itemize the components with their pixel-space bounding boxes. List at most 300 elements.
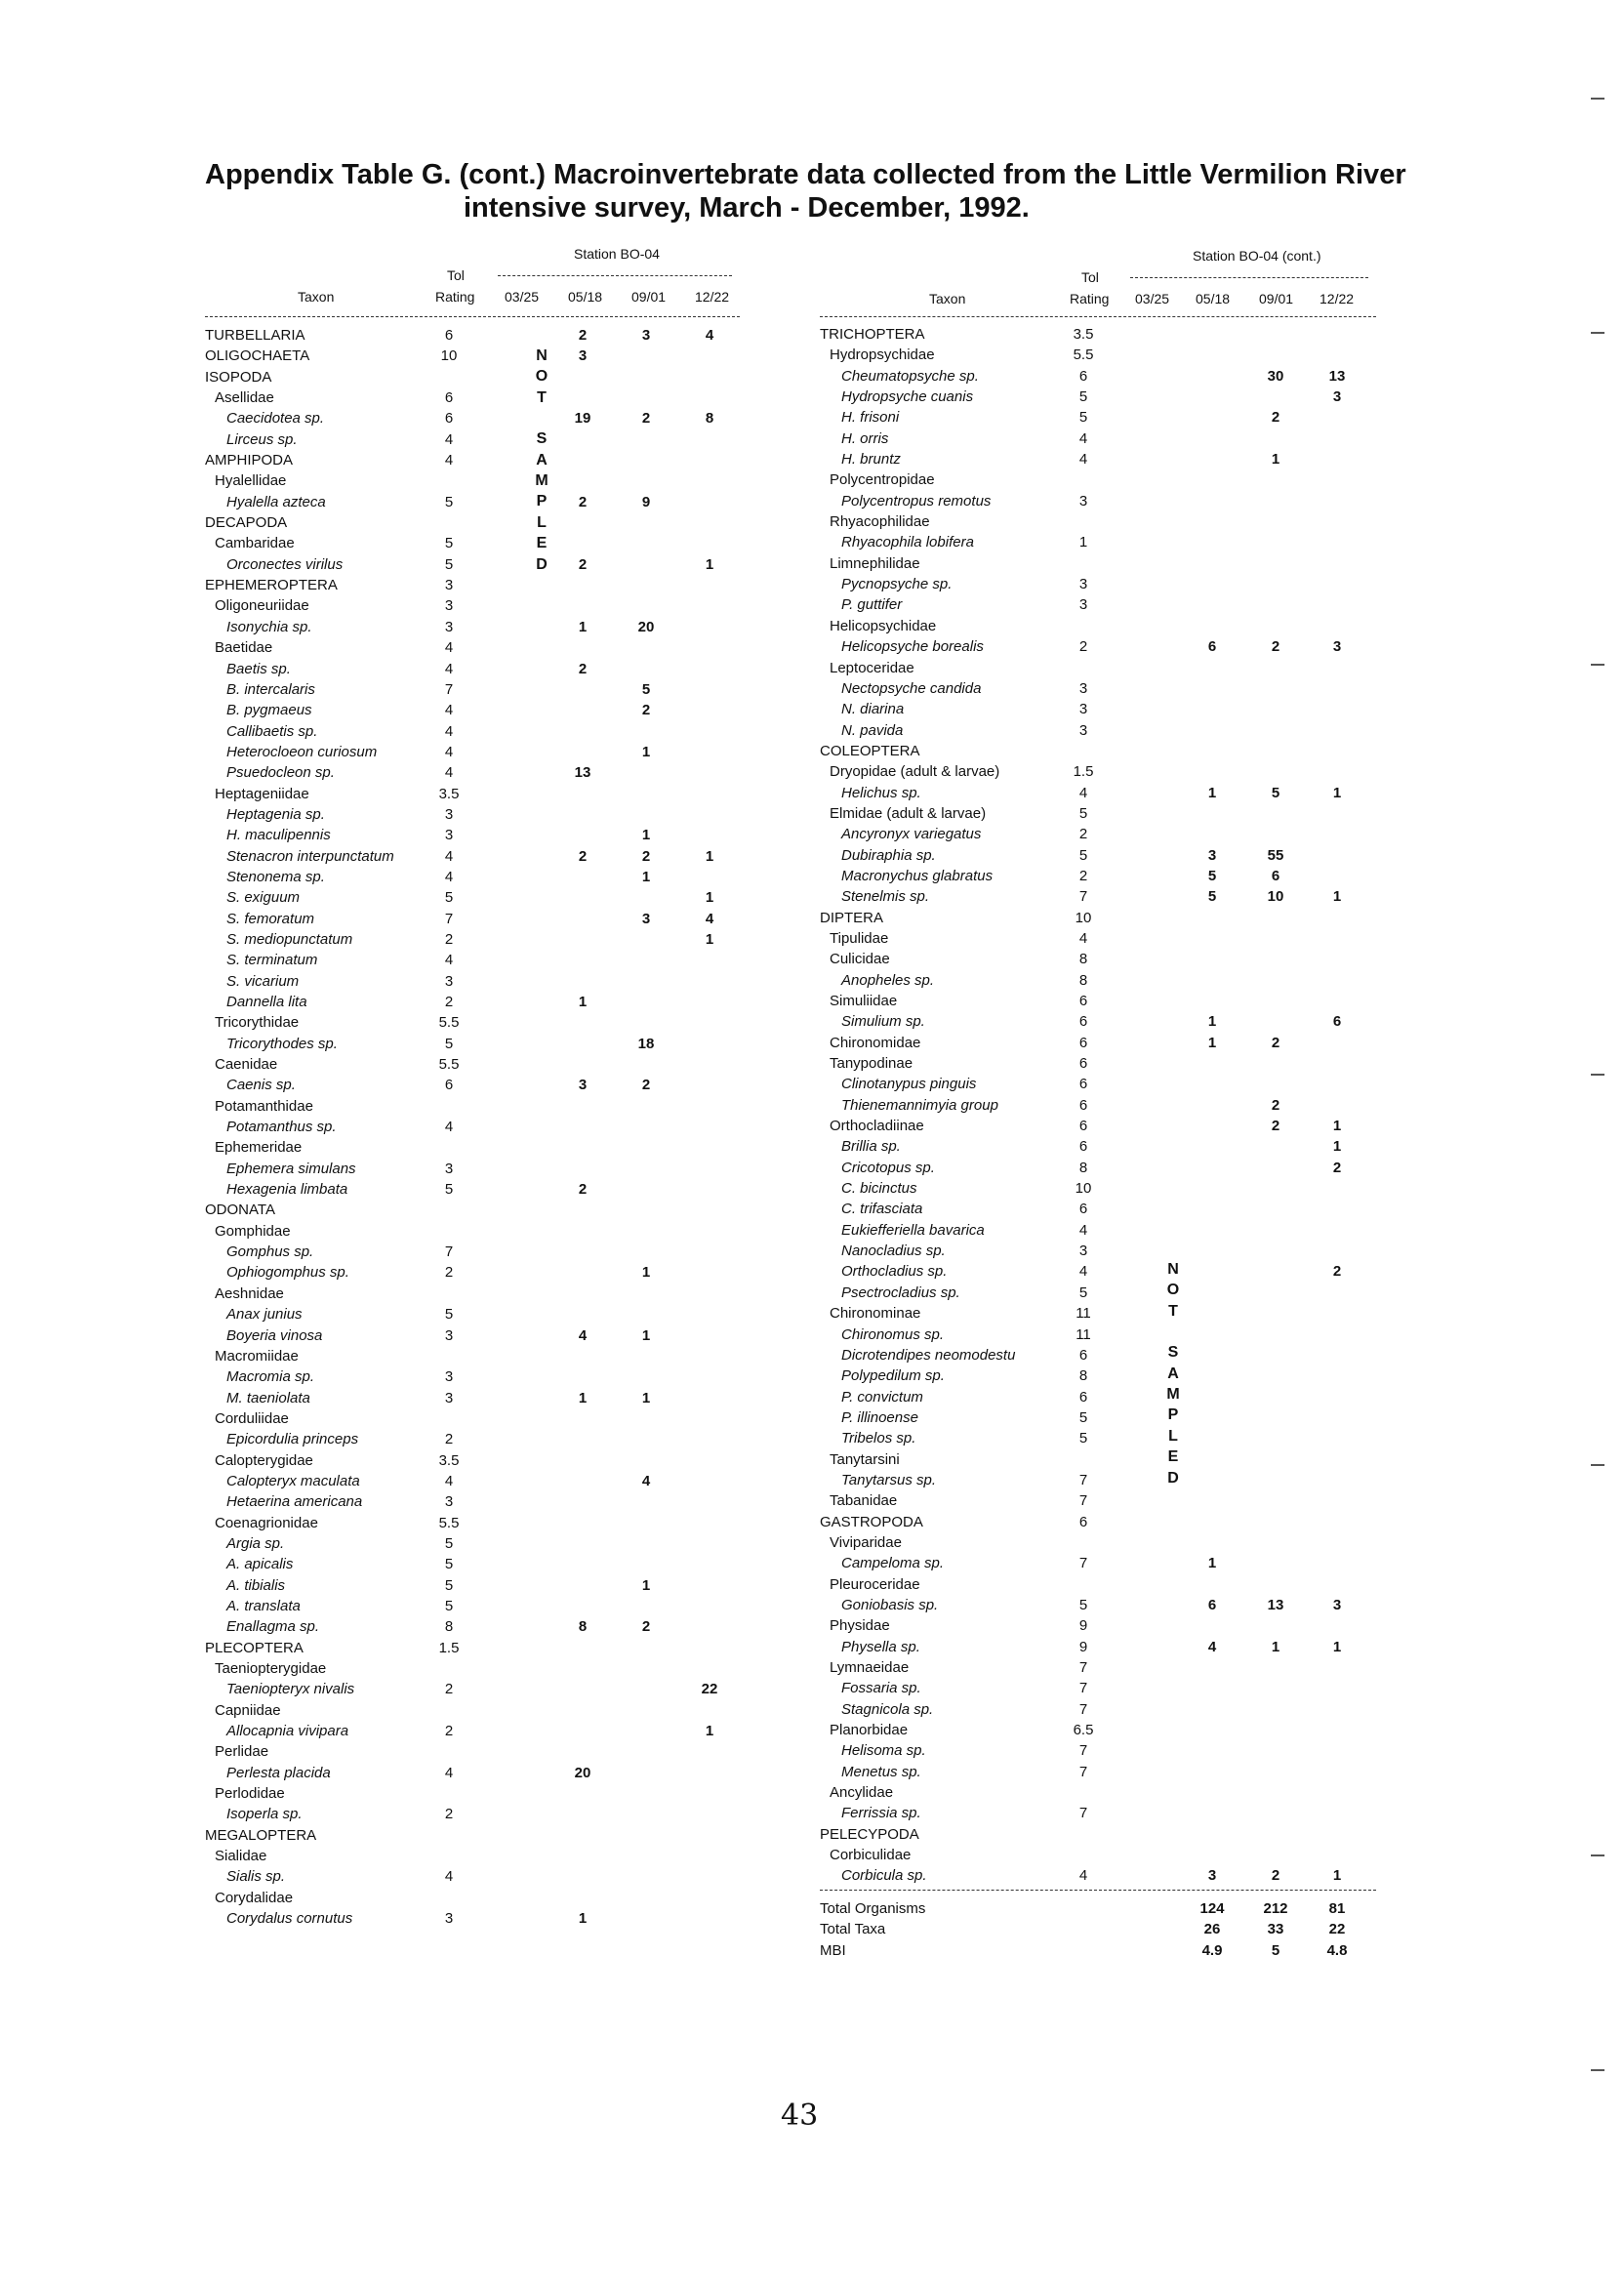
table-row: [820, 1615, 1386, 1636]
taxon-name: Macromiidae: [215, 1347, 299, 1365]
taxon-name: Cambaridae: [215, 535, 295, 552]
table-row: [820, 886, 1386, 907]
taxon-name: Helichus sp.: [841, 784, 921, 801]
tolerance-rating: 5: [444, 1534, 454, 1552]
taxon-name: OLIGOCHAETA: [205, 347, 310, 365]
table-row: [205, 742, 751, 762]
not-sampled-letter: N: [536, 347, 548, 364]
title-line-2: intensive survey, March - December, 1992.: [464, 192, 1030, 224]
tolerance-rating: 5.5: [438, 1514, 460, 1531]
taxon-name: Corydalidae: [215, 1889, 294, 1906]
taxon-name: PELECYPODA: [820, 1825, 919, 1843]
margin-mark: [1591, 332, 1604, 334]
taxon-name: Asellidae: [215, 389, 274, 407]
table-row: [820, 1261, 1386, 1282]
table-row: [205, 867, 751, 887]
table-row: [820, 491, 1386, 511]
tolerance-rating: 5: [444, 1597, 454, 1614]
taxon-name: Rhyacophila lobifera: [841, 534, 974, 551]
count-cell: 2: [578, 1181, 588, 1199]
tolerance-rating: 10: [1075, 909, 1092, 926]
taxon-name: Hydropsyche cuanis: [841, 388, 974, 406]
tolerance-rating: 6: [1078, 367, 1088, 385]
taxon-name: Pleuroceridae: [830, 1575, 920, 1593]
table-row: [205, 1888, 751, 1908]
count-cell: 1: [641, 1576, 651, 1594]
count-cell: 5: [641, 680, 651, 698]
taxon-name: Coenagrionidae: [215, 1514, 318, 1531]
tolerance-rating: 7: [1078, 1659, 1088, 1676]
table-row: [205, 1658, 751, 1679]
taxon-name: P. illinoense: [841, 1408, 918, 1426]
table-row: [820, 970, 1386, 991]
count-cell: 1: [578, 1910, 588, 1928]
table-row: [205, 679, 751, 700]
tolerance-rating: 4: [444, 952, 454, 969]
count-cell: 10: [1267, 888, 1284, 906]
tolerance-rating: 4: [444, 1868, 454, 1886]
taxon-name: Limnephilidae: [830, 554, 920, 572]
table-row: [205, 325, 751, 346]
taxon-name: Corbicula sp.: [841, 1867, 927, 1885]
table-row: [820, 1678, 1386, 1698]
not-sampled-letter: L: [1168, 1427, 1178, 1445]
tolerance-rating: 5: [1078, 804, 1088, 822]
taxon-name: Cricotopus sp.: [841, 1159, 935, 1176]
taxon-name: Ferrissia sp.: [841, 1805, 921, 1822]
table-row: [820, 616, 1386, 636]
station-underline: [498, 275, 732, 276]
tolerance-rating: 8: [1078, 951, 1088, 968]
tolerance-rating: 4: [444, 868, 454, 885]
table-row: [205, 1429, 751, 1449]
table-row: [205, 762, 751, 783]
left-rows: [205, 325, 751, 1929]
taxon-name: Simuliidae: [830, 993, 898, 1009]
count-cell: 1: [705, 555, 714, 573]
table-row: [205, 1554, 751, 1574]
taxon-name: Baetidae: [215, 639, 273, 657]
margin-mark: [1591, 1464, 1604, 1466]
taxon-name: Tanytarsus sp.: [841, 1471, 936, 1488]
not-sampled-letter: P: [536, 493, 548, 510]
taxon-name: Ophiogomphus sp.: [226, 1264, 349, 1282]
count-cell: 4: [705, 910, 714, 927]
tolerance-rating: 5.5: [1073, 346, 1094, 364]
table-row: [820, 741, 1386, 761]
taxon-name: Nectopsyche candida: [841, 679, 982, 697]
table-row: [820, 1657, 1386, 1678]
tolerance-rating: 3: [1078, 596, 1088, 614]
tolerance-rating: 3: [444, 805, 454, 823]
not-sampled-letter: A: [1167, 1365, 1179, 1382]
taxon-name: Orconectes virilus: [226, 555, 344, 573]
table-row: [205, 1012, 751, 1033]
tolerance-rating: 3: [1078, 576, 1088, 593]
table-row: [820, 1762, 1386, 1782]
table-row: [820, 866, 1386, 886]
margin-mark: [1591, 1074, 1604, 1076]
table-row: [205, 1721, 751, 1741]
taxon-name: A. translata: [226, 1597, 301, 1614]
table-row: [820, 1324, 1386, 1345]
taxon-name: B. pygmaeus: [226, 702, 312, 719]
tolerance-rating: 6: [1078, 1201, 1088, 1218]
col-date: 09/01: [631, 289, 667, 305]
tolerance-rating: 6: [1078, 1076, 1088, 1093]
table-row: [205, 1804, 751, 1824]
table-row: [820, 928, 1386, 949]
taxon-name: Isonychia sp.: [226, 618, 312, 635]
not-sampled-letter: M: [535, 472, 548, 490]
taxon-name: Dubiraphia sp.: [841, 846, 936, 864]
taxon-name: Sialidae: [215, 1848, 267, 1865]
taxon-name: Aeshnidae: [215, 1284, 284, 1302]
tolerance-rating: 7: [1078, 1555, 1088, 1572]
table-row: [820, 1365, 1386, 1386]
taxon-name: Corydalus cornutus: [226, 1910, 353, 1928]
taxon-name: H. maculipennis: [226, 827, 331, 844]
tolerance-rating: 11: [1076, 1305, 1091, 1323]
tolerance-rating: 3: [1078, 1243, 1088, 1260]
taxon-name: Tricorythidae: [215, 1014, 300, 1032]
tolerance-rating: 3: [444, 972, 454, 990]
taxon-name: Polypedilum sp.: [841, 1367, 945, 1385]
margin-mark: [1591, 1854, 1604, 1856]
count-cell: 5: [1271, 1941, 1280, 1959]
count-cell: 1: [1207, 784, 1217, 801]
count-cell: 124: [1199, 1900, 1225, 1917]
tolerance-rating: 2: [444, 1806, 454, 1823]
taxon-name: C. trifasciata: [841, 1201, 923, 1218]
table-row: [205, 700, 751, 720]
table-row: [820, 1283, 1386, 1303]
count-cell: 1: [1332, 784, 1342, 801]
taxon-name: Boyeria vinosa: [226, 1326, 323, 1344]
taxon-name: Corduliidae: [215, 1409, 289, 1427]
taxon-name: Dicrotendipes neomodestu: [841, 1346, 1016, 1364]
table-row: [205, 1700, 751, 1721]
table-row: [820, 407, 1386, 428]
table-row: [205, 1366, 751, 1387]
table-row: [205, 721, 751, 742]
table-row: [205, 1866, 751, 1887]
table-row: [205, 659, 751, 679]
table-row: [205, 1533, 751, 1554]
table-row: [205, 825, 751, 845]
taxon-name: Orthocladius sp.: [841, 1263, 948, 1281]
station-header: Station BO-04: [574, 246, 660, 262]
tolerance-rating: 5: [1078, 1284, 1088, 1301]
table-row: [205, 367, 751, 387]
col-rating: Rating: [1070, 291, 1110, 306]
count-cell: 1: [641, 827, 651, 844]
tolerance-rating: 5: [444, 555, 454, 573]
count-cell: 2: [641, 1618, 651, 1636]
table-row: [205, 1846, 751, 1866]
table-row: [205, 1388, 751, 1408]
margin-mark: [1591, 664, 1604, 666]
taxon-name: Stenonema sp.: [226, 868, 325, 885]
count-cell: 33: [1267, 1921, 1284, 1938]
count-cell: 1: [641, 1326, 651, 1344]
col-date: 12/22: [1320, 291, 1355, 306]
table-row: [820, 511, 1386, 532]
table-row: [820, 366, 1386, 387]
taxon-name: Tricorythodes sp.: [226, 1035, 338, 1052]
taxon-name: Cheumatopsyche sp.: [841, 367, 979, 385]
taxon-name: N. diarina: [841, 701, 905, 718]
taxon-name: Nanocladius sp.: [841, 1243, 946, 1260]
tolerance-rating: 2: [444, 1681, 454, 1698]
count-cell: 2: [1271, 1034, 1280, 1051]
not-sampled-letter: M: [1166, 1386, 1180, 1404]
taxon-name: A. apicalis: [226, 1556, 294, 1573]
taxon-name: Enallagma sp.: [226, 1618, 320, 1636]
tolerance-rating: 6: [444, 410, 454, 428]
count-cell: 2: [1271, 638, 1280, 656]
table-row: [820, 1898, 1386, 1919]
tolerance-rating: 2: [444, 1264, 454, 1282]
tolerance-rating: 4: [1078, 784, 1088, 801]
taxon-name: Total Taxa: [820, 1921, 886, 1938]
count-cell: 4: [1207, 1638, 1217, 1655]
taxon-name: Helisoma sp.: [841, 1742, 926, 1760]
table-row: [820, 1074, 1386, 1094]
table-row: [205, 1179, 751, 1200]
right-table-header: [820, 242, 1386, 322]
taxon-name: C. bicinctus: [841, 1180, 917, 1198]
table-row: [205, 408, 751, 428]
table-row: [820, 1532, 1386, 1553]
taxon-name: Chironomus sp.: [841, 1325, 945, 1343]
taxon-name: TURBELLARIA: [205, 327, 305, 344]
table-row: [820, 553, 1386, 574]
taxon-name: Viviparidae: [830, 1533, 902, 1551]
taxon-name: Capniidae: [215, 1701, 281, 1719]
taxon-name: Calopteryx maculata: [226, 1472, 360, 1489]
not-sampled-letter: D: [536, 555, 548, 573]
table-row: [205, 1304, 751, 1324]
table-row: [820, 678, 1386, 699]
table-row: [205, 1325, 751, 1346]
taxon-name: Heptagenia sp.: [226, 805, 325, 823]
count-cell: 1: [705, 847, 714, 865]
tolerance-rating: 6: [1078, 1034, 1088, 1051]
table-row: [205, 1491, 751, 1512]
tolerance-rating: 3: [444, 827, 454, 844]
count-cell: 1: [1332, 1118, 1342, 1135]
table-row: [820, 761, 1386, 782]
table-row: [820, 1940, 1386, 1961]
count-cell: 5: [1271, 784, 1280, 801]
tolerance-rating: 4: [1078, 1221, 1088, 1239]
tolerance-rating: 3: [444, 1389, 454, 1406]
table-row: [820, 449, 1386, 469]
tolerance-rating: 10: [1075, 1180, 1092, 1198]
tolerance-rating: 7: [444, 680, 454, 698]
table-row: [205, 1825, 751, 1846]
not-sampled-letter: S: [1167, 1344, 1179, 1362]
taxon-name: Orthocladiinae: [830, 1118, 924, 1135]
taxon-name: Potamanthidae: [215, 1097, 313, 1115]
tolerance-rating: 3.5: [1073, 326, 1094, 343]
table-row: [820, 1428, 1386, 1448]
taxon-name: Tribelos sp.: [841, 1430, 916, 1447]
table-row: [820, 345, 1386, 365]
count-cell: 2: [578, 555, 588, 573]
tolerance-rating: 6: [1078, 1388, 1088, 1406]
taxon-name: EPHEMEROPTERA: [205, 577, 338, 594]
taxon-name: Goniobasis sp.: [841, 1596, 939, 1613]
tolerance-rating: 4: [1078, 429, 1088, 447]
taxon-name: Thienemannimyia group: [841, 1096, 998, 1114]
taxon-name: Anopheles sp.: [841, 971, 935, 989]
tolerance-rating: 3: [444, 1910, 454, 1928]
table-row: [205, 492, 751, 512]
taxon-name: Heptageniidae: [215, 785, 309, 802]
table-row: [820, 1553, 1386, 1573]
taxon-name: Helicopsyche borealis: [841, 638, 984, 656]
taxon-name: Fossaria sp.: [841, 1680, 921, 1697]
col-tol: Tol: [447, 267, 465, 283]
table-row: [205, 1575, 751, 1596]
table-row: [205, 1221, 751, 1242]
table-row: [205, 1679, 751, 1699]
count-cell: 1: [1207, 1013, 1217, 1031]
table-row: [820, 1740, 1386, 1761]
table-row: [820, 1845, 1386, 1865]
table-row: [820, 1490, 1386, 1511]
count-cell: 3: [1332, 638, 1342, 656]
tolerance-rating: 2: [444, 930, 454, 948]
count-cell: 1: [1332, 1867, 1342, 1885]
table-row: [205, 637, 751, 658]
table-row: [820, 1574, 1386, 1595]
not-sampled-letter: O: [535, 368, 548, 386]
not-sampled-letter: T: [1168, 1302, 1178, 1320]
count-cell: 5: [1207, 867, 1217, 884]
tolerance-rating: 4: [444, 1119, 454, 1136]
count-cell: 2: [578, 493, 588, 510]
count-cell: 4.8: [1326, 1941, 1348, 1959]
taxon-name: Psuedocleon sp.: [226, 764, 335, 782]
right-data-table: [820, 242, 1386, 1979]
tolerance-rating: 3: [1078, 492, 1088, 509]
table-row: [205, 1908, 751, 1929]
taxon-name: Macromia sp.: [226, 1368, 315, 1386]
col-date: 12/22: [695, 289, 730, 305]
taxon-name: PLECOPTERA: [205, 1639, 304, 1656]
taxon-name: MBI: [820, 1941, 846, 1959]
tolerance-rating: 5: [444, 493, 454, 510]
taxon-name: N. pavida: [841, 721, 904, 739]
tolerance-rating: 4: [444, 1764, 454, 1781]
tolerance-rating: 5: [444, 1576, 454, 1594]
tolerance-rating: 1.5: [1073, 763, 1094, 781]
taxon-name: Corbiculidae: [830, 1847, 912, 1864]
tolerance-rating: 6: [1078, 1055, 1088, 1073]
count-cell: 8: [578, 1618, 588, 1636]
taxon-name: ISOPODA: [205, 368, 272, 386]
taxon-name: Menetus sp.: [841, 1763, 921, 1780]
taxon-name: Taeniopterygidae: [215, 1660, 327, 1677]
tolerance-rating: 5.5: [438, 1014, 460, 1032]
table-row: [205, 1075, 751, 1095]
tolerance-rating: 5: [1078, 409, 1088, 427]
tolerance-rating: 6.5: [1073, 1722, 1094, 1739]
table-row: [205, 595, 751, 616]
count-cell: 20: [637, 618, 655, 635]
table-row: [205, 1054, 751, 1075]
right-rows: [820, 324, 1386, 1887]
margin-mark: [1591, 2069, 1604, 2071]
taxon-name: H. orris: [841, 429, 889, 447]
table-row: [205, 1596, 751, 1616]
tolerance-rating: 5: [444, 1035, 454, 1052]
taxon-name: Dryopidae (adult & larvae): [830, 763, 1000, 781]
count-cell: 22: [1328, 1921, 1346, 1938]
table-row: [205, 1284, 751, 1304]
taxon-name: Rhyacophilidae: [830, 513, 930, 531]
count-cell: 1: [1271, 451, 1280, 469]
tolerance-rating: 4: [444, 430, 454, 448]
taxon-name: Simulium sp.: [841, 1013, 925, 1031]
taxon-name: S. femoratum: [226, 910, 315, 927]
tolerance-rating: 6: [1078, 1118, 1088, 1135]
tolerance-rating: 4: [444, 764, 454, 782]
taxon-name: Caenis sp.: [226, 1077, 296, 1094]
taxon-name: Dannella lita: [226, 994, 307, 1010]
tolerance-rating: 5: [444, 1306, 454, 1324]
table-row: [820, 1199, 1386, 1219]
table-row: [205, 1513, 751, 1533]
table-row: [205, 1096, 751, 1117]
not-sampled-letter: T: [537, 388, 547, 406]
col-rating: Rating: [435, 289, 475, 305]
count-cell: 3: [641, 910, 651, 927]
taxon-name: H. frisoni: [841, 409, 900, 427]
count-cell: 6: [1207, 638, 1217, 656]
totals-rows: [820, 1898, 1386, 1961]
page-number: 43: [781, 2099, 819, 2133]
tolerance-rating: 4: [1078, 929, 1088, 947]
taxon-name: A. tibialis: [226, 1576, 286, 1594]
col-date: 05/18: [568, 289, 603, 305]
tolerance-rating: 5: [444, 1181, 454, 1199]
tolerance-rating: 3: [444, 1326, 454, 1344]
table-row: [820, 1095, 1386, 1116]
table-row: [205, 1783, 751, 1804]
taxon-name: S. mediopunctatum: [226, 930, 353, 948]
count-cell: 3: [1332, 388, 1342, 406]
taxon-name: Planorbidae: [830, 1722, 909, 1739]
taxon-name: S. exiguum: [226, 889, 301, 907]
count-cell: 3: [578, 1077, 588, 1094]
taxon-name: Gomphus sp.: [226, 1243, 314, 1261]
station-header: Station BO-04 (cont.): [1193, 248, 1321, 264]
taxon-name: Psectrocladius sp.: [841, 1284, 960, 1301]
taxon-name: Macronychus glabratus: [841, 867, 994, 884]
taxon-name: Clinotanypus pinguis: [841, 1076, 977, 1093]
tolerance-rating: 6: [1078, 993, 1088, 1009]
tolerance-rating: 7: [1078, 1742, 1088, 1760]
tolerance-rating: 8: [444, 1618, 454, 1636]
count-cell: 13: [1267, 1596, 1284, 1613]
table-row: [820, 1407, 1386, 1428]
tolerance-rating: 2: [1078, 826, 1088, 843]
taxon-name: Isoperla sp.: [226, 1806, 303, 1823]
